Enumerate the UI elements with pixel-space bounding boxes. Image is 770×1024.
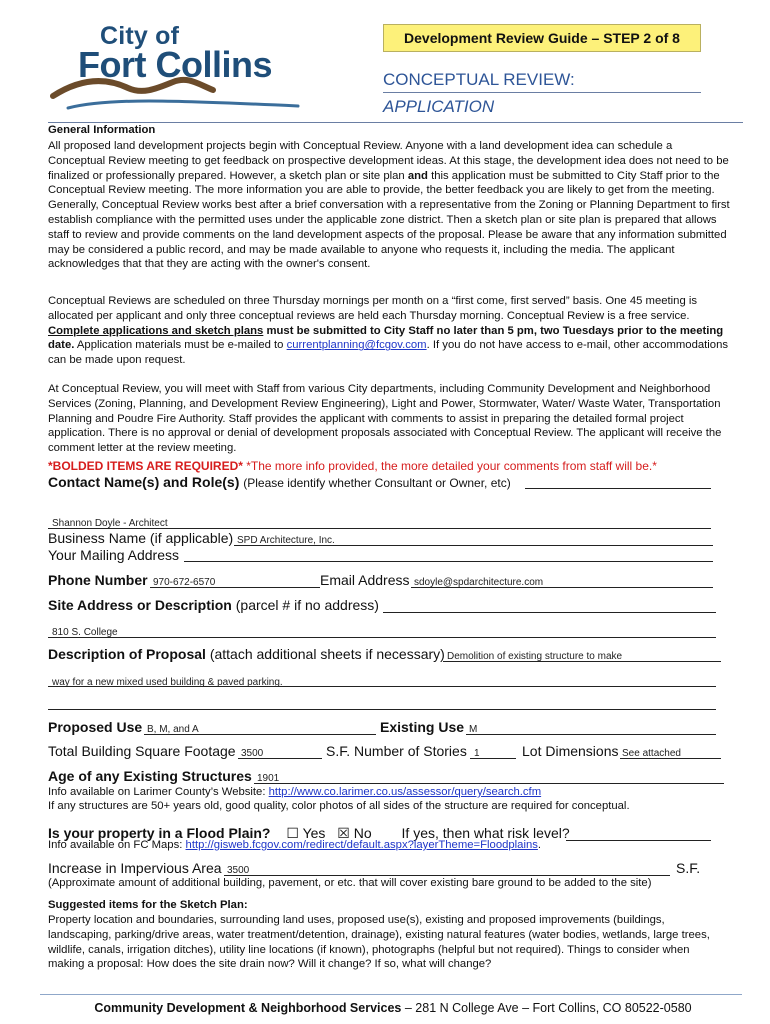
flood-no-label: No: [353, 825, 372, 841]
business-field[interactable]: [234, 530, 713, 546]
mailing-label: Your Mailing Address: [48, 547, 180, 563]
p1-text-b: this application must be submitted to City Staff prior to the Conceptual Review meeting. The more information you are able to provide, the better feedback you are likely to get from the meeting. Generally, Conceptual Review works best after a brief conversation with a representative from the Zoning or Planning Department to first establish compliance with the permitted uses under the applicable zone district. Then a sketch plan or site plan is prepared that allows staff to review and provide comments on the land development aspects of the proposal. Please be aware that any information submitted may be considered a public record, and may be made available to anyone who requests it, including the media. The applicant acknowledges that that they are acting with the owner's consent.: [48, 169, 730, 271]
desc-field-3[interactable]: [48, 697, 716, 710]
existing-use-label: Existing Use: [380, 719, 465, 735]
phone-field[interactable]: [150, 572, 320, 588]
footer: [48, 1001, 738, 1015]
flood-info: [48, 838, 541, 853]
existing-use-field[interactable]: [466, 719, 716, 735]
phone-value: 970-672-6570: [153, 577, 216, 588]
desc-value-2: way for a new mixed used building & paved parking.: [52, 677, 283, 688]
general-heading: General Information: [48, 124, 156, 136]
sqft-field[interactable]: [238, 743, 322, 759]
age-value: 1901: [257, 773, 280, 784]
footer-dept: Community Development & Neighborhood Services: [94, 1001, 402, 1015]
phone-label: Phone Number: [48, 572, 148, 588]
business-label: Business Name (if applicable): [48, 530, 234, 546]
header-divider: [48, 122, 743, 123]
imperv-field[interactable]: [224, 860, 670, 876]
flood-info-text: Info available on FC Maps:: [48, 839, 183, 851]
imperv-unit: S.F.: [676, 860, 701, 876]
contact-label-row: [48, 474, 511, 490]
general-paragraph-2: [48, 294, 732, 368]
general-paragraph-1: [48, 139, 732, 272]
existing-use-value: M: [469, 724, 478, 735]
desc-value-1: Demolition of existing structure to make: [447, 651, 623, 662]
step-indicator: Development Review Guide – STEP 2 of 8: [383, 24, 701, 52]
larimer-link[interactable]: http://www.co.larimer.co.us/assessor/query/search.cfm: [268, 786, 542, 798]
page-title: CONCEPTUAL REVIEW:: [383, 70, 575, 89]
lot-label: Lot Dimensions: [522, 743, 619, 759]
logo-name-text: Fort Collins: [78, 44, 272, 85]
flood-no-checkbox[interactable]: ☒: [337, 825, 350, 841]
imperv-value: 3500: [227, 865, 250, 876]
age-label: Age of any Existing Structures: [48, 768, 252, 784]
sketch-body: Property location and boundaries, surrounding land uses, proposed use(s), existing and proposed improvements (buildings, landscaping, parking/drive areas, water treatment/detention, drainage), existing natural features (water bodies, wetlands, large trees, wildlife, canals, irrigation ditches), utility line locations (if known), photographs (helpful but not required). Things to consider when making a proposal: How does the site drain now? Will it change? If so, what will change?: [48, 914, 710, 971]
sqft-label: Total Building Square Footage: [48, 743, 236, 759]
site-label-row: [48, 597, 379, 613]
flood-yes-checkbox[interactable]: ☐: [286, 825, 299, 841]
site-line-1[interactable]: [383, 597, 716, 613]
p1-and: and: [407, 169, 428, 182]
flood-risk-field[interactable]: [566, 825, 711, 841]
email-field[interactable]: [411, 572, 713, 588]
fcmaps-link[interactable]: http://gisweb.fcgov.com/redirect/default.aspx?layerTheme=Floodplains: [185, 839, 538, 851]
age-photos-note: If any structures are 50+ years old, good quality, color photos of all sides of the structure are required for conceptual.: [48, 800, 630, 812]
stories-label: S.F. Number of Stories: [326, 743, 467, 759]
footer-address: – 281 N College Ave – Fort Collins, CO 80522-0580: [404, 1001, 692, 1015]
footer-divider: [40, 994, 742, 995]
desc-hint: (attach additional sheets if necessary): [209, 646, 445, 662]
desc-label-row: [48, 646, 445, 662]
email-label: Email Address: [320, 572, 410, 588]
logo-city-text: City of: [100, 22, 180, 50]
p2-text-a: Conceptual Reviews are scheduled on three Thursday mornings per month on a “first come, first served” basis. One 45 meeting is allocated per applicant and only three conceptual reviews are held each Thursday morning. Conceptual Review is a free service.: [48, 295, 698, 322]
p2-bold: must be submitted to City Staff no later than 5 pm, two Tuesdays prior to the meeting date.: [48, 324, 724, 352]
desc-field-2[interactable]: [48, 672, 716, 687]
general-paragraph-3: At Conceptual Review, you will meet with Staff from various City departments, including Community Development and Neighborhood Services (Zoning, Planning, and Development Review Engineering), Light and Power, Stormwater, Water/ Waste Water, Transportation Planning and Poudre Fire Authority. Staff provides the applicant with comments to assist in preparing the detailed formal project application. There is no approval or denial of development proposals associated with Conceptual Review. The applicant will receive the comment letter at the review meeting.: [48, 383, 722, 455]
age-info: [48, 785, 541, 800]
proposed-use-label: Proposed Use: [48, 719, 143, 735]
desc-field-1[interactable]: [443, 646, 721, 662]
stories-field[interactable]: [470, 743, 516, 759]
sketch-heading: Suggested items for the Sketch Plan:: [48, 899, 248, 911]
p2-text-b: Application materials must be e-mailed to: [76, 339, 284, 352]
age-info-text: Info available on Larimer County’s Website:: [48, 786, 266, 798]
proposed-use-value: B, M, and A: [147, 724, 199, 735]
site-label: Site Address or Description: [48, 597, 232, 613]
site-field[interactable]: [48, 622, 716, 638]
contact-line-1: [525, 488, 711, 489]
required-bold: *BOLDED ITEMS ARE REQUIRED*: [48, 459, 243, 473]
lot-field[interactable]: [620, 743, 721, 759]
proposed-use-field[interactable]: [144, 719, 376, 735]
p1-text-a: All proposed land development projects begin with Conceptual Review. Anyone with a land development idea can schedule a Conceptual Review meeting to get feedback on prospective development ideas. At this stage, the development idea does not need to be finalized or professionally prepared. However, a sketch plan or site plan: [48, 140, 729, 182]
sqft-value: 3500: [241, 748, 264, 759]
flood-risk-label: If yes, then what risk level?: [401, 825, 570, 841]
lot-value: See attached: [622, 748, 681, 759]
contact-hint: (Please identify whether Consultant or Owner, etc): [243, 476, 511, 490]
contact-label: Contact Name(s) and Role(s): [48, 474, 240, 490]
page-subtitle: APPLICATION: [383, 97, 495, 116]
business-value: SPD Architecture, Inc.: [237, 535, 335, 546]
desc-label: Description of Proposal: [48, 646, 206, 662]
required-note: [48, 459, 657, 474]
site-value: 810 S. College: [52, 627, 118, 638]
contact-field[interactable]: [48, 513, 711, 529]
flood-info-end: .: [537, 839, 542, 851]
contact-value: Shannon Doyle - Architect: [52, 518, 168, 529]
email-link[interactable]: currentplanning@fcgov.com: [286, 339, 427, 352]
site-hint: (parcel # if no address): [235, 597, 379, 613]
title-divider: [383, 92, 701, 93]
p2-bold-underlined: Complete applications and sketch plans: [48, 324, 264, 337]
age-field[interactable]: [254, 768, 724, 784]
stories-value: 1: [474, 748, 480, 759]
imperv-note: (Approximate amount of additional building, pavement, or etc. that will cover existing bare ground to be added to the site): [48, 877, 652, 889]
required-hint: *The more info provided, the more detailed your comments from staff will be.*: [246, 459, 657, 473]
flood-label: Is your property in a Flood Plain?: [48, 825, 271, 841]
flood-yes-label: Yes: [302, 825, 326, 841]
mailing-field[interactable]: [184, 547, 713, 562]
imperv-label: Increase in Impervious Area: [48, 860, 222, 876]
email-value: sdoyle@spdarchitecture.com: [414, 577, 544, 588]
p2-text-c: . If you do not have access to e-mail, other accommodations can be made upon request.: [48, 339, 729, 367]
